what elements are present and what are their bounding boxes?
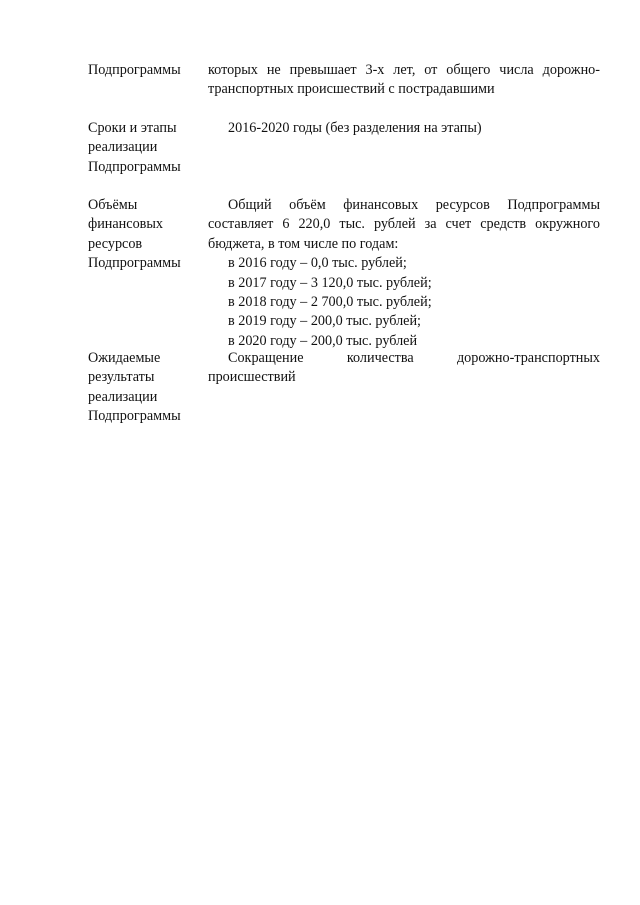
row-value [208,119,600,138]
row-value [208,196,600,351]
row-label-line: финансовых [88,216,163,233]
timeline-text: 2016-2020 годы (без разделения на этапы) [228,120,482,136]
row-label [88,196,208,274]
passport-table [88,61,600,427]
row-value [208,61,600,100]
row-label-line: Подпрограммы [88,255,181,272]
row-timeline [88,119,600,177]
expected-results-text: Сокращение количества дорожно-транспортных происшествий [208,350,600,386]
row-label-line: ресурсов [88,235,143,252]
row-financing [88,196,600,349]
financing-year-line: в 2016 году – 0,0 тыс. рублей; [228,255,407,272]
financing-year-line: в 2019 году – 200,0 тыс. рублей; [228,313,421,330]
row-label-line: Объёмы [88,197,138,213]
financing-year-line: в 2020 году – 200,0 тыс. рублей [228,332,418,349]
row-label-line: реализации [88,388,158,405]
row-expected-results [88,349,600,427]
row-label-line: Ожидаемые [88,350,161,366]
row-label-line: Подпрограммы [88,408,181,425]
row-label [88,349,208,427]
row-label-line: Сроки и этапы [88,120,177,136]
row-label [88,61,208,80]
row-value [208,349,600,388]
financing-year-line: в 2018 году – 2 700,0 тыс. рублей; [228,294,432,311]
row-label-line: Подпрограммы [88,158,181,175]
row-label-line: Подпрограммы [88,62,181,78]
row-label-line: результаты [88,369,155,386]
value-line: транспортных происшествий с пострадавшими [208,81,495,98]
row-label-line: реализации [88,139,158,156]
financing-intro: Общий объём финансовых ресурсов Подпрограммы составляет 6 220,0 тыс. рублей за счет средств окружного бюджета, в том числе по годам: [208,197,600,252]
financing-year-line: в 2017 году – 3 120,0 тыс. рублей; [228,274,432,291]
row-subprogram-continuation [88,61,600,119]
row-label [88,119,208,177]
value-line: которых не превышает 3-х лет, от общего числа дорожно- [208,62,600,78]
